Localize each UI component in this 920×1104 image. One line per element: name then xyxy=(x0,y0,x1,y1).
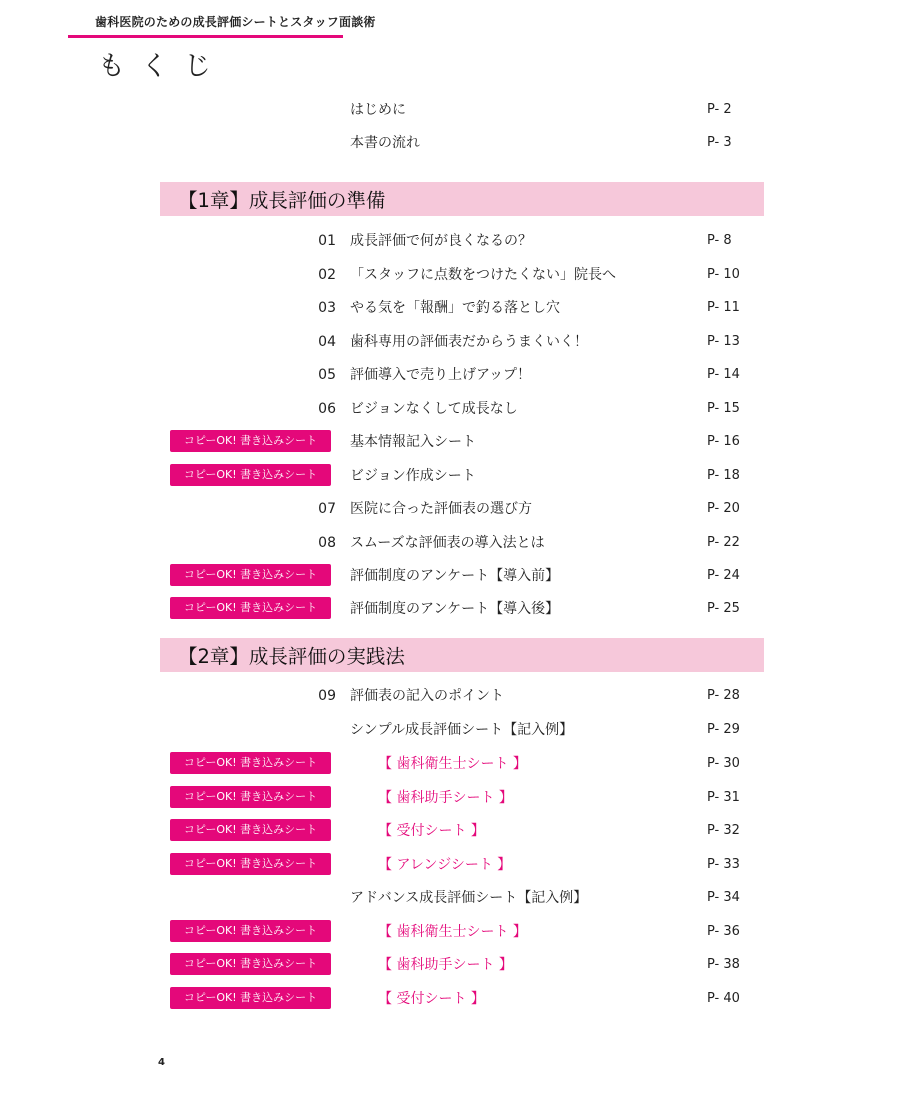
entry-title: 【 歯科衛生士シート 】 xyxy=(378,756,527,772)
toc-entry[interactable] xyxy=(0,133,920,153)
toc-entry[interactable] xyxy=(0,332,920,352)
entry-page: P- 31 xyxy=(707,790,740,805)
entry-page: P- 29 xyxy=(707,722,740,737)
entry-page: P- 40 xyxy=(707,991,740,1006)
entry-page: P- 15 xyxy=(707,401,740,416)
entry-page: P- 22 xyxy=(707,535,740,550)
entry-title: ビジョン作成シート xyxy=(350,468,476,484)
entry-title: 歯科専用の評価表だからうまくいく！ xyxy=(350,334,588,350)
entry-page: P- 24 xyxy=(707,568,740,583)
toc-entry[interactable] xyxy=(0,566,920,586)
entry-title: スムーズな評価表の導入法とは xyxy=(350,535,545,551)
toc-entry[interactable] xyxy=(0,955,920,975)
toc-entry[interactable] xyxy=(0,888,920,908)
entry-title: 【 歯科衛生士シート 】 xyxy=(378,924,527,940)
toc-entry[interactable] xyxy=(0,922,920,942)
page-number: 4 xyxy=(158,1057,165,1068)
entry-title: 【 受付シート 】 xyxy=(378,991,485,1007)
entry-title: はじめに xyxy=(350,102,406,118)
entry-title: 評価導入で売り上げアップ！ xyxy=(350,367,532,383)
entry-title: やる気を「報酬」で釣る落とし穴 xyxy=(350,300,560,316)
copy-ok-badge: コピーOK! 書き込みシート xyxy=(170,786,331,808)
entry-number: 09 xyxy=(318,688,336,704)
entry-title: 成長評価で何が良くなるの？ xyxy=(350,233,532,249)
copy-ok-badge: コピーOK! 書き込みシート xyxy=(170,853,331,875)
toc-entry[interactable] xyxy=(0,298,920,318)
toc-entry[interactable] xyxy=(0,399,920,419)
toc-entry[interactable] xyxy=(0,231,920,251)
entry-title: 【 アレンジシート 】 xyxy=(378,857,512,873)
entry-page: P- 11 xyxy=(707,300,740,315)
copy-ok-badge: コピーOK! 書き込みシート xyxy=(170,752,331,774)
entry-title: 【 歯科助手シート 】 xyxy=(378,957,513,973)
entry-number: 01 xyxy=(318,233,336,249)
copy-ok-badge: コピーOK! 書き込みシート xyxy=(170,953,331,975)
entry-number: 08 xyxy=(318,535,336,551)
toc-entry[interactable] xyxy=(0,788,920,808)
toc-entry[interactable] xyxy=(0,855,920,875)
entry-page: P- 34 xyxy=(707,890,740,905)
entry-title: 評価表の記入のポイント xyxy=(350,688,504,704)
header-title: 歯科医院のための成長評価シートとスタッフ面談術 xyxy=(95,15,376,29)
entry-page: P- 18 xyxy=(707,468,740,483)
chapter-heading: 【1章】成長評価の準備 xyxy=(160,182,764,216)
entry-title: 【 受付シート 】 xyxy=(378,823,485,839)
toc-entry[interactable] xyxy=(0,720,920,740)
copy-ok-badge: コピーOK! 書き込みシート xyxy=(170,564,331,586)
toc-heading: もくじ xyxy=(98,51,227,82)
toc-entry[interactable] xyxy=(0,499,920,519)
entry-page: P- 25 xyxy=(707,601,740,616)
toc-entry[interactable] xyxy=(0,599,920,619)
copy-ok-badge: コピーOK! 書き込みシート xyxy=(170,920,331,942)
entry-number: 03 xyxy=(318,300,336,316)
entry-title: ビジョンなくして成長なし xyxy=(350,401,518,417)
entry-title: 評価制度のアンケート【導入後】 xyxy=(350,601,560,617)
toc-entry[interactable] xyxy=(0,754,920,774)
entry-page: P- 16 xyxy=(707,434,740,449)
entry-page: P- 20 xyxy=(707,501,740,516)
entry-page: P- 33 xyxy=(707,857,740,872)
entry-page: P- 28 xyxy=(707,688,740,703)
entry-number: 05 xyxy=(318,367,336,383)
toc-entry[interactable] xyxy=(0,466,920,486)
entry-title: 医院に合った評価表の選び方 xyxy=(350,501,532,517)
entry-page: P- 14 xyxy=(707,367,740,382)
toc-entry[interactable] xyxy=(0,821,920,841)
entry-page: P- 3 xyxy=(707,135,732,150)
chapter-heading: 【2章】成長評価の実践法 xyxy=(160,638,764,672)
entry-page: P- 38 xyxy=(707,957,740,972)
copy-ok-badge: コピーOK! 書き込みシート xyxy=(170,819,331,841)
entry-title: 「スタッフに点数をつけたくない」院長へ xyxy=(350,267,616,283)
entry-page: P- 36 xyxy=(707,924,740,939)
toc-entry[interactable] xyxy=(0,686,920,706)
entry-page: P- 30 xyxy=(707,756,740,771)
entry-title: 評価制度のアンケート【導入前】 xyxy=(350,568,560,584)
entry-title: 本書の流れ xyxy=(350,135,420,151)
entry-title: アドバンス成長評価シート【記入例】 xyxy=(350,890,588,906)
toc-entry[interactable] xyxy=(0,100,920,120)
copy-ok-badge: コピーOK! 書き込みシート xyxy=(170,987,331,1009)
entry-title: 基本情報記入シート xyxy=(350,434,476,450)
entry-title: 【 歯科助手シート 】 xyxy=(378,790,513,806)
copy-ok-badge: コピーOK! 書き込みシート xyxy=(170,430,331,452)
copy-ok-badge: コピーOK! 書き込みシート xyxy=(170,464,331,486)
entry-page: P- 32 xyxy=(707,823,740,838)
toc-entry[interactable] xyxy=(0,432,920,452)
entry-title: シンプル成長評価シート【記入例】 xyxy=(350,722,574,738)
entry-page: P- 2 xyxy=(707,102,732,117)
entry-number: 06 xyxy=(318,401,336,417)
entry-page: P- 8 xyxy=(707,233,732,248)
toc-entry[interactable] xyxy=(0,533,920,553)
toc-entry[interactable] xyxy=(0,265,920,285)
entry-number: 02 xyxy=(318,267,336,283)
entry-page: P- 10 xyxy=(707,267,740,282)
entry-number: 07 xyxy=(318,501,336,517)
copy-ok-badge: コピーOK! 書き込みシート xyxy=(170,597,331,619)
entry-number: 04 xyxy=(318,334,336,350)
toc-entry[interactable] xyxy=(0,365,920,385)
header-rule xyxy=(68,35,343,38)
entry-page: P- 13 xyxy=(707,334,740,349)
toc-entry[interactable] xyxy=(0,989,920,1009)
